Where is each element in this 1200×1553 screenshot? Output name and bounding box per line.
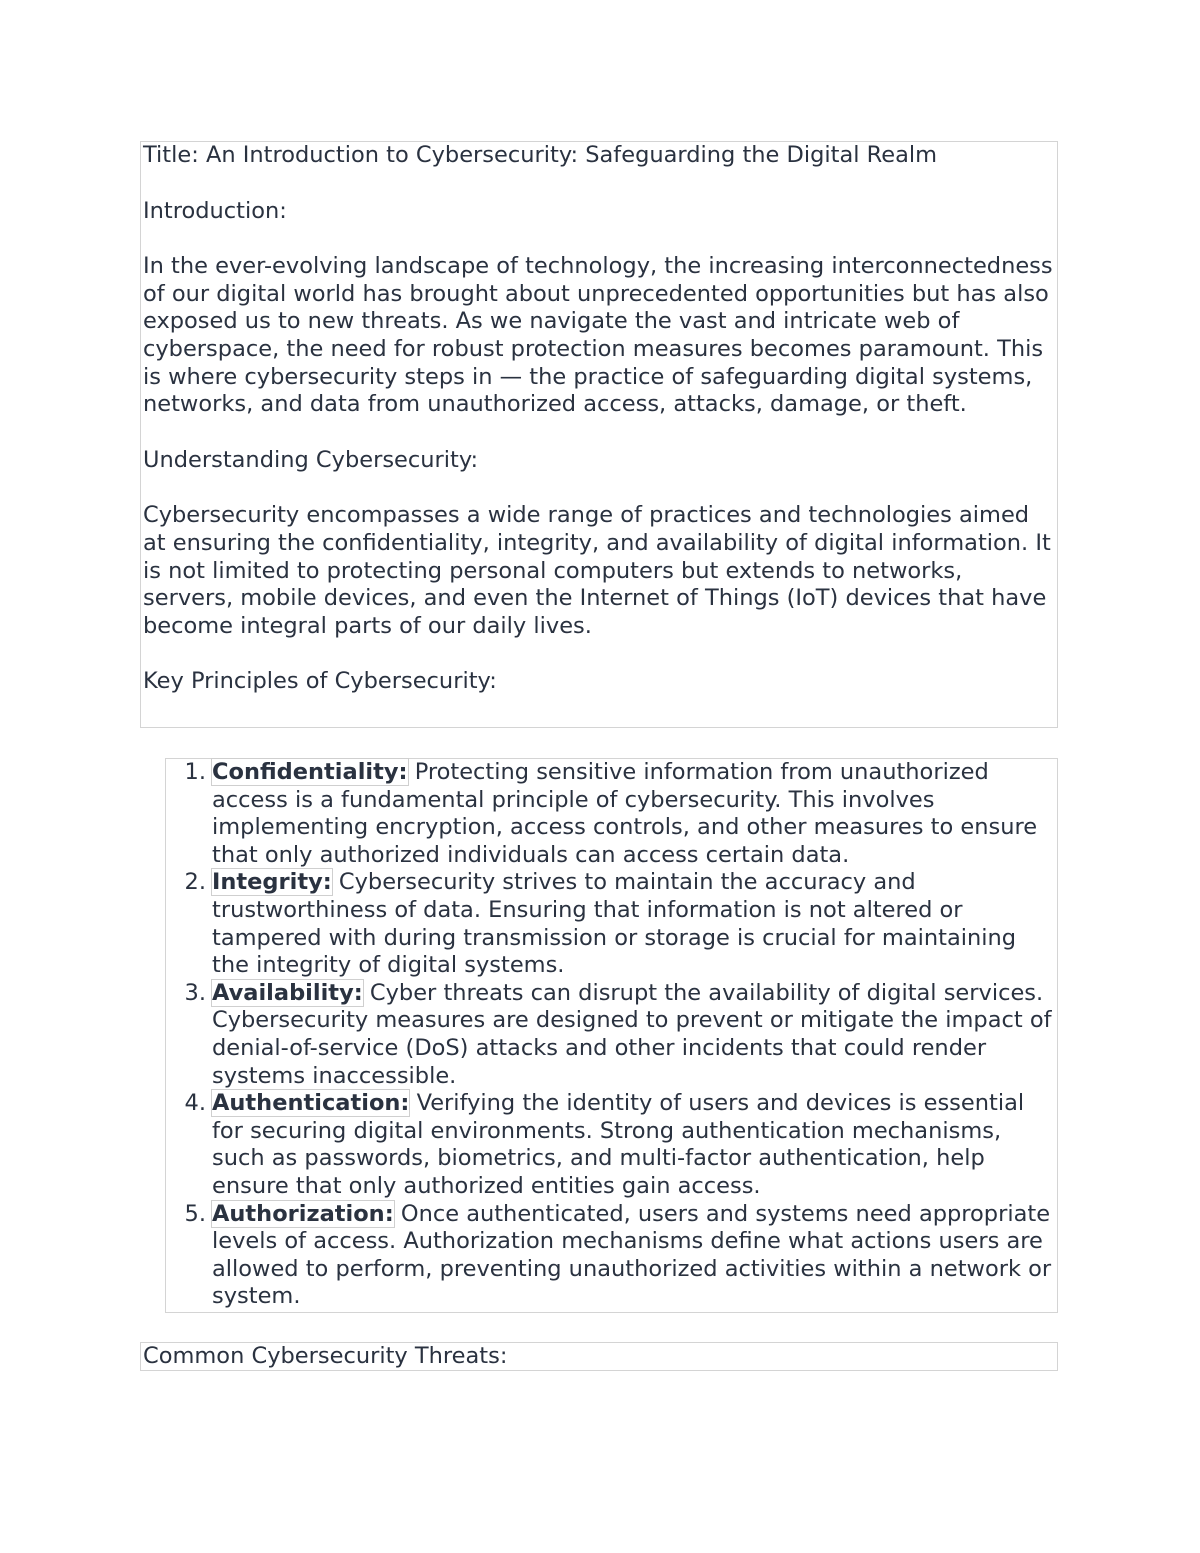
introduction-paragraph: In the ever-evolving landscape of technology, the increasing interconnectedness of our digital world has brought about unprecedented opportunities but has also exposed us to new threats. As we navigate the vast and intricate web of cyberspace, the need for robust protection measures becomes paramount. This is where cybersecurity steps in — the practice of safeguarding digital systems, networks, and data from unauthorized access, attacks, damage, or theft. xyxy=(143,253,1053,418)
threats-section xyxy=(140,1342,1058,1371)
list-item xyxy=(166,1090,1057,1200)
principle-term: Integrity: xyxy=(212,869,332,896)
list-item xyxy=(166,869,1057,979)
principle-term: Confidentiality: xyxy=(212,759,408,785)
principles-list-section xyxy=(165,758,1058,1313)
list-item-number: 2. xyxy=(184,869,206,896)
principle-description: Protecting sensitive information from unauthorized access is a fundamental principle of cybersecurity. This involves implementing encryption, access controls, and other measures to ensure that only authorized individuals can access certain data. xyxy=(212,759,1038,868)
document-title: Title: An Introduction to Cybersecurity: Safeguarding the Digital Realm xyxy=(143,142,938,168)
principle-description: Cybersecurity strives to maintain the accuracy and trustworthiness of data. Ensuring that information is not altered or tampered with during transmission or storage is crucial for maintaining the integrity of digital systems. xyxy=(212,869,1017,979)
spacer xyxy=(143,170,1055,198)
threats-heading: Common Cybersecurity Threats: xyxy=(143,1343,508,1369)
list-item xyxy=(166,980,1057,1090)
principle-description: Verifying the identity of users and devices is essential for securing digital environments. Strong authentication mechanisms, such as passwords, biometrics, and multi-factor authentication, help ensure that only authorized entities gain access. xyxy=(212,1090,1025,1199)
principle-term: Authentication: xyxy=(212,1090,410,1117)
principles-heading: Key Principles of Cybersecurity: xyxy=(143,668,497,695)
understanding-paragraph: Cybersecurity encompasses a wide range of practices and technologies aimed at ensuring the confidentiality, integrity, and availability of digital information. It is not limited to protecting personal computers but extends to networks, servers, mobile devices, and even the Internet of Things (IoT) devices that have become integral parts of our daily lives. xyxy=(143,502,1051,639)
list-item xyxy=(166,1201,1057,1311)
principle-term: Availability: xyxy=(212,979,363,1006)
list-item xyxy=(166,759,1057,869)
spacer xyxy=(143,225,1055,253)
intro-section xyxy=(140,141,1058,728)
list-item-number: 3. xyxy=(184,979,206,1006)
spacer xyxy=(143,419,1055,447)
list-item-number: 1. xyxy=(184,759,206,785)
principle-description: Cyber threats can disrupt the availability of digital services. Cybersecurity measures are designed to prevent or mitigate the impact of denial-of-service (DoS) attacks and other incidents that could render systems inaccessible. xyxy=(212,979,1052,1089)
spacer xyxy=(143,640,1055,668)
principle-description: Once authenticated, users and systems need appropriate levels of access. Authorization mechanisms define what actions users are allowed to perform, preventing unauthorized activities within a network or system. xyxy=(212,1200,1052,1310)
principles-list xyxy=(166,759,1057,1311)
understanding-heading: Understanding Cybersecurity: xyxy=(143,446,479,473)
list-item-number: 5. xyxy=(184,1200,206,1227)
principle-term: Authorization: xyxy=(212,1200,394,1227)
introduction-heading: Introduction: xyxy=(143,197,287,224)
spacer xyxy=(143,474,1055,502)
list-item-number: 4. xyxy=(184,1090,206,1117)
